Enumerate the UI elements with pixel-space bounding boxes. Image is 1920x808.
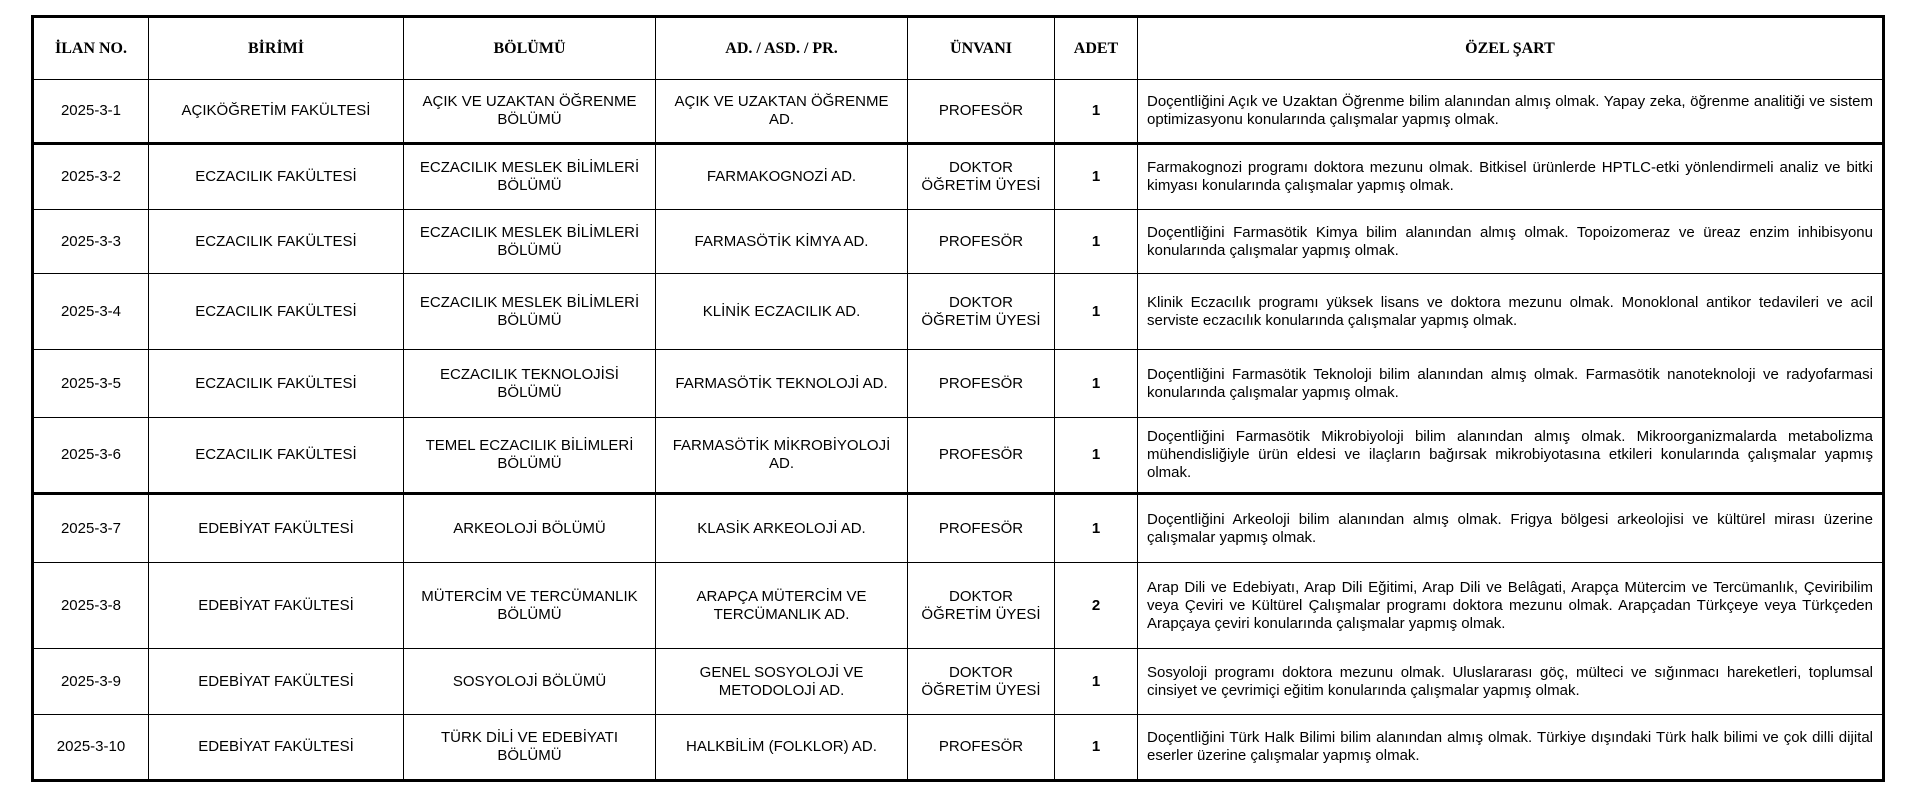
bolum-cell: SOSYOLOJİ BÖLÜMÜ [404,649,656,715]
bolum-cell: TÜRK DİLİ VE EDEBİYATI BÖLÜMÜ [404,715,656,781]
ilan-no-cell: 2025-3-3 [33,210,149,274]
header-birimi: BİRİMİ [149,17,404,80]
unvan-cell: PROFESÖR [908,210,1055,274]
unvan-cell: DOKTOR ÖĞRETİM ÜYESİ [908,563,1055,649]
adet-cell: 1 [1055,144,1138,210]
adet-cell: 1 [1055,494,1138,563]
birim-cell: EDEBİYAT FAKÜLTESİ [149,494,404,563]
birim-cell: ECZACILIK FAKÜLTESİ [149,210,404,274]
bolum-cell: ECZACILIK MESLEK BİLİMLERİ BÖLÜMÜ [404,274,656,350]
ozel-sart-cell: Doçentliğini Farmasötik Mikrobiyoloji bilim alanından almış olmak. Mikroorganizmalarda metabolizma mühendisliğiyle ürün eldesi ve ilaçların bağırsak mikrobiyotasına etkileri konularında çalışmalar yapmış olmak. [1138,418,1884,494]
ozel-sart-cell: Doçentliğini Açık ve Uzaktan Öğrenme bilim alanından almış olmak. Yapay zeka, öğrenme analitiği ve sistem optimizasyonu konularında çalışmalar yapmış olmak. [1138,80,1884,144]
adet-cell: 2 [1055,563,1138,649]
birim-cell: ECZACILIK FAKÜLTESİ [149,350,404,418]
ilan-no-cell: 2025-3-9 [33,649,149,715]
table-row [33,144,1884,210]
birim-cell: ECZACILIK FAKÜLTESİ [149,418,404,494]
anabilim-dali-cell: KLİNİK ECZACILIK AD. [656,274,908,350]
anabilim-dali-cell: ARAPÇA MÜTERCİM VE TERCÜMANLIK AD. [656,563,908,649]
unvan-cell: PROFESÖR [908,418,1055,494]
adet-cell: 1 [1055,210,1138,274]
header-adet: ADET [1055,17,1138,80]
bolum-cell: ECZACILIK MESLEK BİLİMLERİ BÖLÜMÜ [404,144,656,210]
table-row [33,715,1884,781]
table-row [33,350,1884,418]
bolum-cell: TEMEL ECZACILIK BİLİMLERİ BÖLÜMÜ [404,418,656,494]
adet-cell: 1 [1055,350,1138,418]
bolum-cell: ECZACILIK TEKNOLOJİSİ BÖLÜMÜ [404,350,656,418]
header-ozel-sart: ÖZEL ŞART [1138,17,1884,80]
table-body [33,80,1884,781]
table-row [33,418,1884,494]
bolum-cell: AÇIK VE UZAKTAN ÖĞRENME BÖLÜMÜ [404,80,656,144]
anabilim-dali-cell: FARMAKOGNOZİ AD. [656,144,908,210]
ozel-sart-cell: Sosyoloji programı doktora mezunu olmak. Uluslararası göç, mülteci ve sığınmacı hareketleri, toplumsal cinsiyet ve çevrimiçi eğitim konularında çalışmalar yapmış olmak. [1138,649,1884,715]
unvan-cell: PROFESÖR [908,715,1055,781]
unvan-cell: PROFESÖR [908,350,1055,418]
unvan-cell: DOKTOR ÖĞRETİM ÜYESİ [908,274,1055,350]
header-anabilim-dali: AD. / ASD. / PR. [656,17,908,80]
header-bolumu: BÖLÜMÜ [404,17,656,80]
table-row [33,649,1884,715]
anabilim-dali-cell: HALKBİLİM (FOLKLOR) AD. [656,715,908,781]
adet-cell: 1 [1055,715,1138,781]
ilan-no-cell: 2025-3-8 [33,563,149,649]
unvan-cell: PROFESÖR [908,80,1055,144]
bolum-cell: MÜTERCİM VE TERCÜMANLIK BÖLÜMÜ [404,563,656,649]
faculty-positions-table [31,15,1885,782]
adet-cell: 1 [1055,418,1138,494]
anabilim-dali-cell: FARMASÖTİK TEKNOLOJİ AD. [656,350,908,418]
table-row [33,274,1884,350]
ozel-sart-cell: Klinik Eczacılık programı yüksek lisans ve doktora mezunu olmak. Monoklonal antikor tedavileri ve acil serviste eczacılık konularında çalışmalar yapmış olmak. [1138,274,1884,350]
adet-cell: 1 [1055,274,1138,350]
birim-cell: ECZACILIK FAKÜLTESİ [149,274,404,350]
ozel-sart-cell: Doçentliğini Arkeoloji bilim alanından almış olmak. Frigya bölgesi arkeolojisi ve kültürel mirası üzerine çalışmalar yapmış olmak. [1138,494,1884,563]
unvan-cell: DOKTOR ÖĞRETİM ÜYESİ [908,144,1055,210]
table-row [33,210,1884,274]
ilan-no-cell: 2025-3-6 [33,418,149,494]
adet-cell: 1 [1055,649,1138,715]
header-unvani: ÜNVANI [908,17,1055,80]
ilan-no-cell: 2025-3-1 [33,80,149,144]
table-row [33,494,1884,563]
anabilim-dali-cell: AÇIK VE UZAKTAN ÖĞRENME AD. [656,80,908,144]
ozel-sart-cell: Doçentliğini Farmasötik Kimya bilim alanından almış olmak. Topoizomeraz ve üreaz enzim inhibisyonu konularında çalışmalar yapmış olmak. [1138,210,1884,274]
anabilim-dali-cell: GENEL SOSYOLOJİ VE METODOLOJİ AD. [656,649,908,715]
ozel-sart-cell: Doçentliğini Türk Halk Bilimi bilim alanından almış olmak. Türkiye dışındaki Türk halk bilimi ve çok dilli dijital eserler üzerine çalışmalar yapmış olmak. [1138,715,1884,781]
birim-cell: ECZACILIK FAKÜLTESİ [149,144,404,210]
table-row [33,563,1884,649]
header-ilan-no: İLAN NO. [33,17,149,80]
ilan-no-cell: 2025-3-2 [33,144,149,210]
ilan-no-cell: 2025-3-4 [33,274,149,350]
adet-cell: 1 [1055,80,1138,144]
birim-cell: EDEBİYAT FAKÜLTESİ [149,649,404,715]
ilan-no-cell: 2025-3-7 [33,494,149,563]
table-row [33,80,1884,144]
bolum-cell: ARKEOLOJİ BÖLÜMÜ [404,494,656,563]
anabilim-dali-cell: FARMASÖTİK KİMYA AD. [656,210,908,274]
ozel-sart-cell: Farmakognozi programı doktora mezunu olmak. Bitkisel ürünlerde HPTLC-etki yönlendirmeli analiz ve bitki kimyası konularında çalışmalar yapmış olmak. [1138,144,1884,210]
unvan-cell: PROFESÖR [908,494,1055,563]
ilan-no-cell: 2025-3-5 [33,350,149,418]
anabilim-dali-cell: FARMASÖTİK MİKROBİYOLOJİ AD. [656,418,908,494]
birim-cell: EDEBİYAT FAKÜLTESİ [149,715,404,781]
birim-cell: EDEBİYAT FAKÜLTESİ [149,563,404,649]
unvan-cell: DOKTOR ÖĞRETİM ÜYESİ [908,649,1055,715]
ilan-no-cell: 2025-3-10 [33,715,149,781]
ozel-sart-cell: Doçentliğini Farmasötik Teknoloji bilim alanından almış olmak. Farmasötik nanoteknoloji ve radyofarmasi konularında çalışmalar yapmış olmak. [1138,350,1884,418]
birim-cell: AÇIKÖĞRETİM FAKÜLTESİ [149,80,404,144]
header-row [33,17,1884,80]
ozel-sart-cell: Arap Dili ve Edebiyatı, Arap Dili Eğitimi, Arap Dili ve Belâgati, Arapça Mütercim ve Tercümanlık, Çeviribilim veya Çeviri ve Kültürel Çalışmalar programı doktora mezunu olmak. Arapçadan Türkçeye veya Türkçeden Arapçaya çeviri konularında çalışmalar yapmış olmak. [1138,563,1884,649]
anabilim-dali-cell: KLASİK ARKEOLOJİ AD. [656,494,908,563]
bolum-cell: ECZACILIK MESLEK BİLİMLERİ BÖLÜMÜ [404,210,656,274]
